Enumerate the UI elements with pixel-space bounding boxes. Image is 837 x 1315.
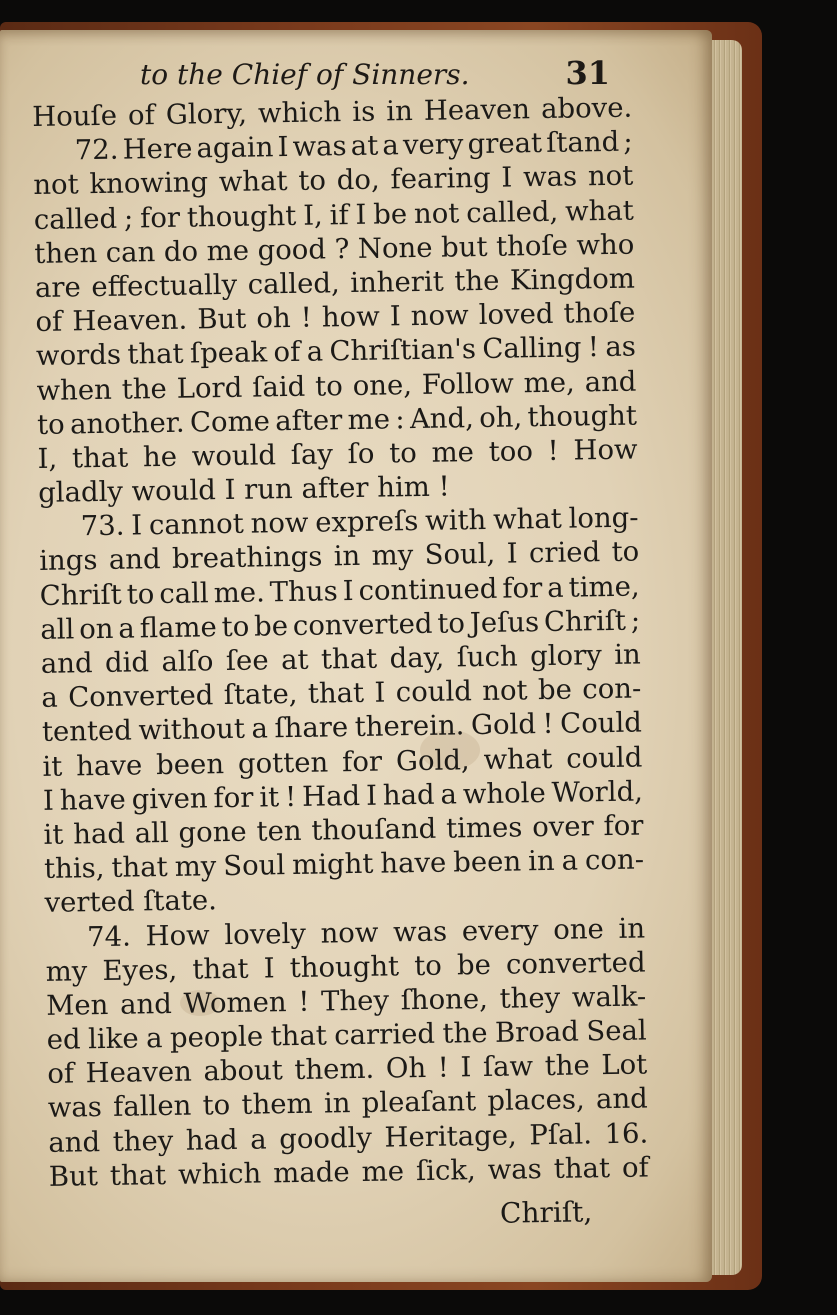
text-line: tented without a ſhare therein. Gold ! Could (41, 706, 643, 749)
text-line: Houſe of Glory, which is in Heaven above. (32, 91, 633, 133)
text-line: to another. Come after me : And, oh, thought (36, 399, 638, 441)
text-line: verted ſtate. (44, 884, 218, 920)
text-line: words that ſpeak of a Chriſtian's Calling ! as (35, 330, 637, 373)
text-line: not knowing what to do, fearing I was not (33, 159, 634, 202)
text-line: I, that he would ſay ſo to me too ! How (37, 433, 638, 475)
text-line: of Heaven. But oh ! how I now loved thoſe (35, 296, 636, 339)
page-number: 31 (565, 54, 610, 92)
catchword: Chriſt, (499, 1195, 593, 1230)
text-line: gladly would I run after him ! (37, 470, 450, 510)
text-line: a Converted ſtate, that I could not be con- (41, 672, 642, 715)
text-line: called ; for thought I, if I be not called, what (33, 194, 635, 236)
text-line: But that which made me ſick, was that of (48, 1151, 649, 1193)
text-line: ings and breathings in my Soul, I cried to (38, 535, 640, 578)
text-line: I have given for it ! Had I had a whole World, (42, 775, 644, 817)
text-line: it had all gone ten thouſand times over for (43, 809, 644, 851)
body-text (32, 91, 649, 1194)
text-line: 74. How lovely now was every one in (86, 911, 646, 953)
text-line: and they had a goodly Heritage, Pſal. 16. (48, 1117, 649, 1159)
text-line: of Heaven about them. Oh ! I ſaw the Lot (47, 1048, 648, 1091)
text-line: was fallen to them in pleaſant places, and (47, 1082, 649, 1125)
text-line: Men and Women ! They ſhone, they walk- (45, 980, 647, 1022)
text-line: Chriſt to call me. Thus I continued for a time, (39, 570, 640, 612)
text-line: it have been gotten for Gold, what could (42, 741, 643, 783)
text-line: 72. Here again I was at a very great ſtand ; (74, 125, 633, 167)
text-line: ed like a people that carried the Broad Seal (46, 1014, 647, 1056)
text-line: this, that my Soul might have been in a con- (43, 843, 645, 886)
running-title: to the Chief of Sinners. (140, 58, 470, 91)
text-line: my Eyes, that I thought to be converted (45, 946, 646, 988)
text-line: then can do me good ? None but thoſe who (34, 228, 635, 270)
text-line: are effectually called, inherit the Kingdom (34, 262, 636, 304)
text-line: 73. I cannot now expreſs with what long- (80, 501, 639, 543)
text-line: when the Lord ſaid to one, Follow me, and (36, 365, 637, 407)
text-line: and did alſo ſee at that day, ſuch glory in (40, 638, 641, 680)
text-line: all on a flame to be converted to Jeſus Chriſt ; (40, 604, 641, 646)
